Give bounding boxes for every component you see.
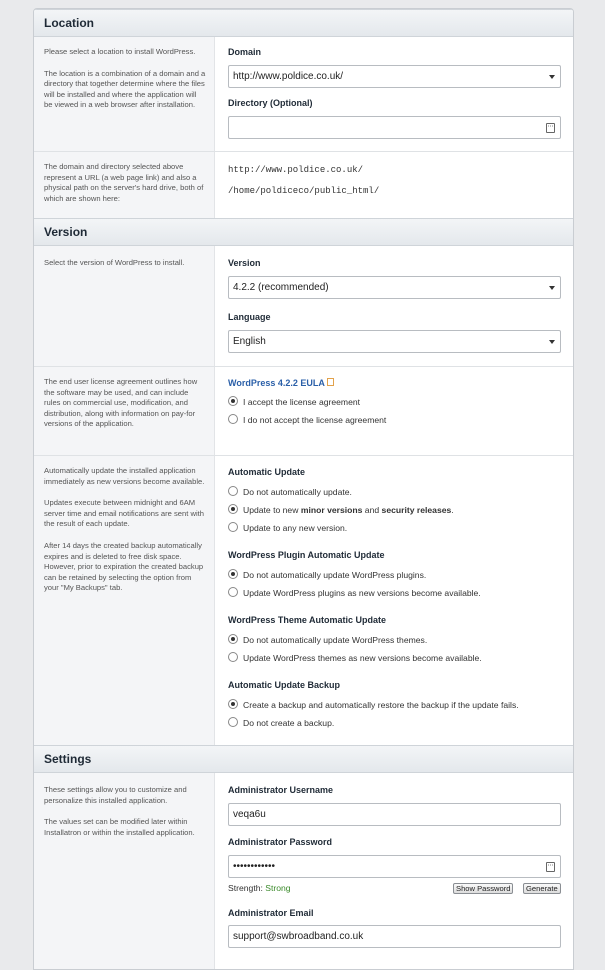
theme-update-label: WordPress Theme Automatic Update bbox=[228, 615, 387, 625]
auto-help-3: After 14 days the created backup automatically expires and is deleted to free disk space. However, prior to expiration the created backup can be retained by selecting the option from your "My Backups" tab. bbox=[44, 540, 204, 593]
auto-update-help bbox=[34, 456, 215, 745]
au-opt2-e: . bbox=[451, 505, 454, 515]
version-label: Version bbox=[228, 258, 261, 268]
au-opt2-minor: minor versions bbox=[300, 505, 363, 515]
language-select[interactable] bbox=[228, 330, 561, 353]
install-form-panel bbox=[33, 8, 574, 970]
external-link-icon bbox=[327, 378, 334, 386]
au-opt2-a: Update to new bbox=[243, 505, 301, 515]
eula-link-text: WordPress 4.2.2 EULA bbox=[228, 378, 325, 388]
admin-email-label: Administrator Email bbox=[228, 908, 314, 918]
location-title: Location bbox=[44, 16, 94, 30]
radio-unchecked-icon bbox=[228, 587, 238, 597]
keyboard-icon[interactable]: ⋯ bbox=[546, 123, 555, 133]
strength-value: Strong bbox=[265, 883, 291, 893]
eula-help bbox=[34, 367, 215, 455]
plugin-update-radio[interactable] bbox=[228, 587, 481, 598]
theme-opt1-label: Do not automatically update WordPress themes. bbox=[243, 635, 428, 645]
settings-title: Settings bbox=[44, 752, 92, 766]
radio-unchecked-icon bbox=[228, 414, 238, 424]
au-opt3-label: Update to any new version. bbox=[243, 523, 348, 533]
auto-help-2: Updates execute between midnight and 6AM server time and email notifications are sent with the result of each update. bbox=[44, 498, 204, 529]
plugin-update-label: WordPress Plugin Automatic Update bbox=[228, 550, 385, 560]
plugin-opt2-label: Update WordPress plugins as new versions become available. bbox=[243, 588, 481, 598]
auto-update-minor-radio[interactable] bbox=[228, 504, 454, 515]
radio-checked-icon bbox=[228, 569, 238, 579]
generate-password-button[interactable]: Generate bbox=[523, 883, 561, 894]
admin-password-label: Administrator Password bbox=[228, 837, 333, 847]
theme-update-radio[interactable] bbox=[228, 652, 482, 663]
eula-help-text: The end user license agreement outlines how the software may be used, and can include rules on commercial use, modification, and distribution, along with information on pay-for versions of the application. bbox=[44, 377, 198, 429]
show-password-button[interactable]: Show Password bbox=[453, 883, 513, 894]
keyboard-icon[interactable]: ⋯ bbox=[546, 862, 555, 872]
password-strength bbox=[228, 883, 291, 893]
radio-checked-icon bbox=[228, 699, 238, 709]
location-help-2: The location is a combination of a domain and a directory that together determine where the files will be installed and where the application will be viewed in a web browser after installation. bbox=[44, 68, 206, 110]
admin-password-input[interactable] bbox=[228, 855, 561, 878]
radio-unchecked-icon bbox=[228, 486, 238, 496]
radio-unchecked-icon bbox=[228, 652, 238, 662]
auto-help-1: Automatically update the installed application immediately as new versions become available. bbox=[44, 466, 205, 486]
radio-unchecked-icon bbox=[228, 717, 238, 727]
auto-update-any-radio[interactable] bbox=[228, 522, 347, 533]
au-opt2-security: security releases bbox=[381, 505, 452, 515]
radio-checked-icon bbox=[228, 504, 238, 514]
path-help-text: The domain and directory selected above represent a URL (a web page link) and also a physical path on the server's hard drive, both of which are shown here: bbox=[44, 162, 204, 203]
radio-checked-icon bbox=[228, 634, 238, 644]
version-section-header bbox=[34, 218, 573, 246]
auto-update-label: Automatic Update bbox=[228, 467, 306, 477]
version-help bbox=[34, 246, 215, 366]
version-title: Version bbox=[44, 225, 88, 239]
backup-opt2-label: Do not create a backup. bbox=[243, 718, 335, 728]
domain-select[interactable] bbox=[228, 65, 561, 88]
backup-opt1-label: Create a backup and automatically restore the backup if the update fails. bbox=[243, 700, 519, 710]
admin-username-input[interactable] bbox=[228, 803, 561, 826]
location-section-header bbox=[34, 9, 573, 37]
language-value: English bbox=[233, 336, 266, 347]
domain-label: Domain bbox=[228, 47, 262, 57]
backup-label: Automatic Update Backup bbox=[228, 680, 341, 690]
settings-section-header bbox=[34, 745, 573, 773]
admin-email-value: support@swbroadband.co.uk bbox=[233, 931, 364, 942]
location-help bbox=[34, 37, 215, 151]
auto-update-none-radio[interactable] bbox=[228, 486, 352, 497]
eula-link[interactable] bbox=[228, 378, 334, 388]
strength-label: Strength: bbox=[228, 883, 266, 893]
au-opt2-c: and bbox=[362, 505, 382, 515]
path-preview: /home/poldiceco/public_html/ bbox=[228, 186, 380, 196]
plugin-no-update-radio[interactable] bbox=[228, 569, 426, 580]
url-preview: http://www.poldice.co.uk/ bbox=[228, 165, 364, 175]
decline-license-radio[interactable] bbox=[228, 414, 386, 425]
version-help-text: Select the version of WordPress to install. bbox=[44, 258, 185, 267]
plugin-opt1-label: Do not automatically update WordPress plugins. bbox=[243, 570, 427, 580]
domain-value: http://www.poldice.co.uk/ bbox=[233, 71, 344, 82]
location-help-1: Please select a location to install WordPress. bbox=[44, 47, 196, 56]
admin-email-input[interactable] bbox=[228, 925, 561, 948]
backup-none-radio[interactable] bbox=[228, 717, 334, 728]
accept-label: I accept the license agreement bbox=[243, 397, 361, 407]
path-help bbox=[34, 152, 215, 218]
settings-help bbox=[34, 773, 215, 970]
au-opt1-label: Do not automatically update. bbox=[243, 487, 352, 497]
radio-checked-icon bbox=[228, 396, 238, 406]
theme-opt2-label: Update WordPress themes as new versions become available. bbox=[243, 653, 482, 663]
theme-no-update-radio[interactable] bbox=[228, 634, 427, 645]
version-select[interactable] bbox=[228, 276, 561, 299]
admin-username-value: veqa6u bbox=[233, 809, 266, 820]
language-label: Language bbox=[228, 312, 271, 322]
decline-label: I do not accept the license agreement bbox=[243, 415, 387, 425]
admin-password-value: •••••••••••• bbox=[233, 861, 276, 872]
accept-license-radio[interactable] bbox=[228, 396, 360, 407]
chevron-down-icon bbox=[549, 340, 555, 344]
admin-username-label: Administrator Username bbox=[228, 785, 334, 795]
settings-help-2: The values set can be modified later within Installatron or within the installed application. bbox=[44, 817, 195, 837]
radio-unchecked-icon bbox=[228, 522, 238, 532]
chevron-down-icon bbox=[549, 75, 555, 79]
settings-help-1: These settings allow you to customize and personalize this installed application. bbox=[44, 785, 187, 805]
directory-input[interactable] bbox=[228, 116, 561, 139]
directory-label: Directory (Optional) bbox=[228, 98, 313, 108]
backup-create-radio[interactable] bbox=[228, 699, 519, 710]
version-value: 4.2.2 (recommended) bbox=[233, 282, 329, 293]
chevron-down-icon bbox=[549, 286, 555, 290]
